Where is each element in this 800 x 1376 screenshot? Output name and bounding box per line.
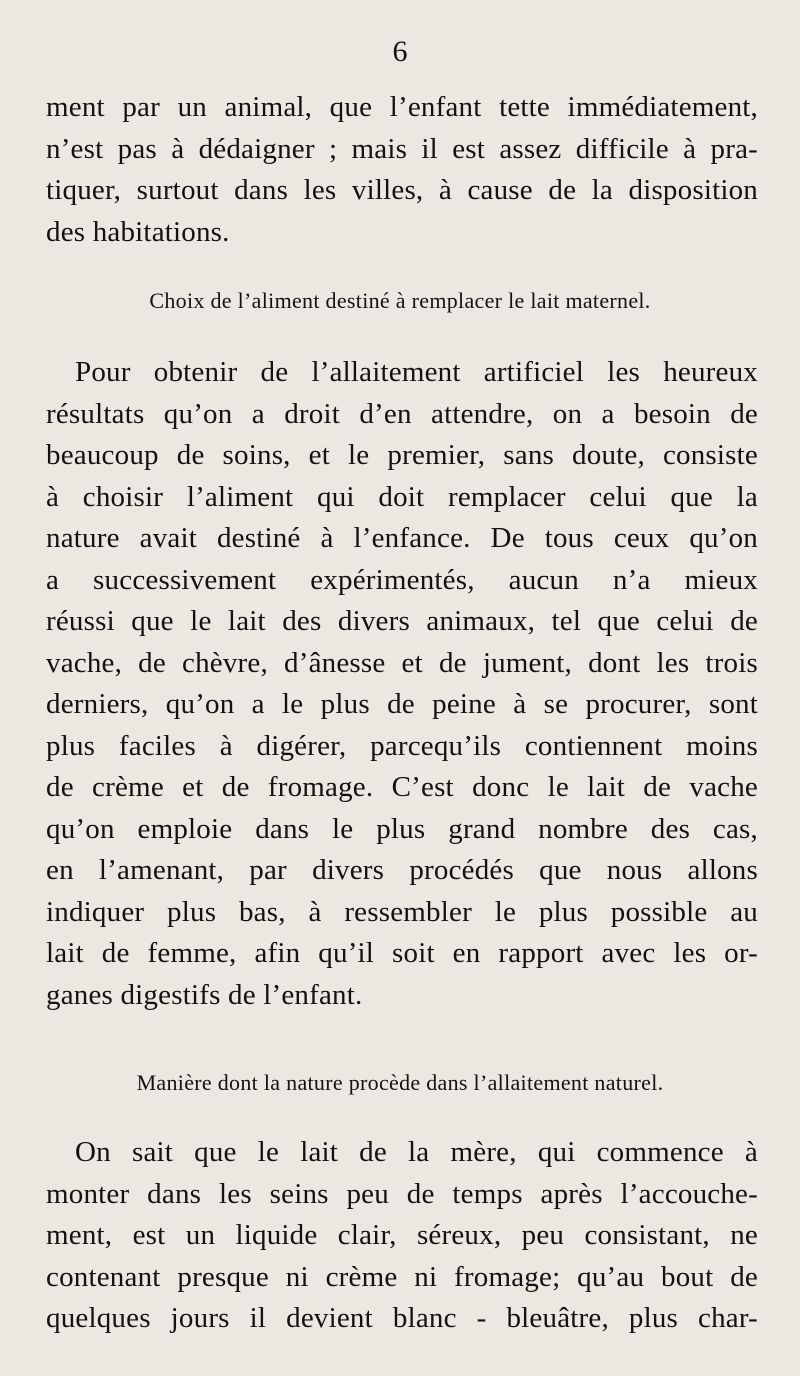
text-line: nature avait destiné à l’enfance. De tous ceux qu’on	[46, 522, 758, 554]
text-line: n’est pas à dédaigner ; mais il est assez difficile à pra-	[46, 132, 758, 165]
text-line: beaucoup de soins, et le premier, sans doute, consiste	[46, 439, 758, 471]
text-line: des habitations.	[46, 215, 230, 248]
text-line: qu’on emploie dans le plus grand nombre des cas,	[46, 812, 758, 845]
text-line: vache, de chèvre, d’ânesse et de jument, dont les trois	[46, 646, 758, 679]
text-line: de crème et de fromage. C’est donc le lait de vache	[46, 771, 758, 803]
paragraph-continuation	[46, 87, 758, 253]
text-line: ment, est un liquide clair, séreux, peu consistant, ne	[46, 1219, 758, 1251]
section-heading: Choix de l’aliment destiné à remplacer le lait maternel.	[149, 288, 651, 313]
text-line: réussi que le lait des divers animaux, tel que celui de	[46, 605, 758, 637]
text-line: plus faciles à digérer, parcequ’ils contiennent moins	[46, 729, 758, 762]
text-line: à choisir l’aliment qui doit remplacer celui que la	[46, 480, 758, 513]
text-line: derniers, qu’on a le plus de peine à se procurer, sont	[46, 688, 758, 720]
text-line: Pour obtenir de l’allaitement artificiel les heureux	[75, 356, 758, 388]
text-line: On sait que le lait de la mère, qui commence à	[75, 1136, 758, 1168]
page-number: 6	[392, 35, 408, 68]
paragraph	[46, 1132, 758, 1340]
text-line: contenant presque ni crème ni fromage; qu’au bout de	[46, 1260, 758, 1293]
text-line: tiquer, surtout dans les villes, à cause de la disposition	[46, 174, 758, 206]
text-line: ganes digestifs de l’enfant.	[46, 978, 363, 1011]
text-line: en l’amenant, par divers procédés que nous allons	[46, 854, 758, 886]
text-line: a successivement expérimentés, aucun n’a mieux	[46, 563, 758, 596]
text-line: ment par un animal, que l’enfant tette immédiatement,	[46, 91, 758, 123]
text-line: lait de femme, afin qu’il soit en rapport avec les or-	[46, 937, 758, 969]
text-line: monter dans les seins peu de temps après l’accouche-	[46, 1177, 758, 1210]
paragraph	[46, 352, 758, 1016]
section-heading: Manière dont la nature procède dans l’allaitement naturel.	[136, 1070, 664, 1095]
text-line: résultats qu’on a droit d’en attendre, on a besoin de	[46, 397, 758, 430]
text-line: quelques jours il devient blanc - bleuâtre, plus char-	[46, 1302, 758, 1334]
text-line: indiquer plus bas, à ressembler le plus possible au	[46, 895, 758, 928]
